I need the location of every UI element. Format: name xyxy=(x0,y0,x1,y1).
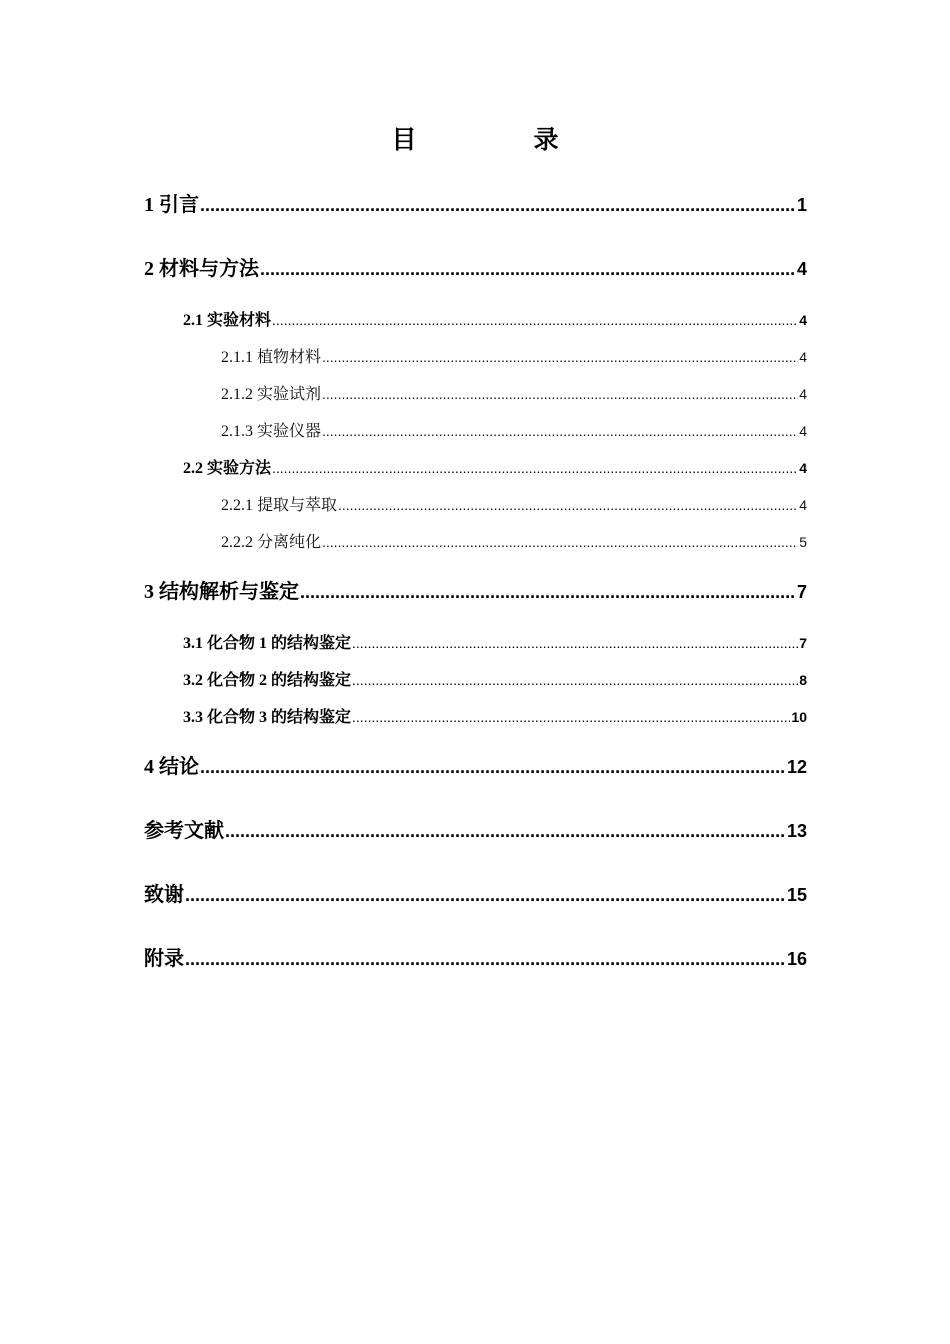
toc-page-number: 12 xyxy=(786,757,807,777)
toc-page-number: 7 xyxy=(799,635,807,651)
toc-entry-3-2[interactable] xyxy=(183,668,807,692)
toc-dot-leader xyxy=(322,345,798,369)
toc-page-number: 13 xyxy=(786,821,807,841)
toc-page-number: 15 xyxy=(786,885,807,905)
toc-page-number: 4 xyxy=(799,349,807,365)
toc-entry-label: 3.2 化合物 2 的结构鉴定 xyxy=(183,672,352,689)
toc-page-number: 5 xyxy=(799,534,807,550)
toc-entry-label: 2.2.2 分离纯化 xyxy=(221,534,322,551)
toc-page-number: 1 xyxy=(796,195,807,215)
toc-dot-leader xyxy=(352,705,790,729)
toc-entry-2-1-3[interactable] xyxy=(221,419,807,443)
toc-entry-appendix[interactable] xyxy=(144,944,807,974)
toc-dot-leader xyxy=(185,944,786,974)
toc-dot-leader xyxy=(300,577,796,607)
toc-entry-introduction[interactable] xyxy=(144,190,807,220)
toc-page-number: 4 xyxy=(799,312,807,328)
toc-entry-2-1-1[interactable] xyxy=(221,345,807,369)
toc-entry-label: 2 材料与方法 xyxy=(144,258,259,280)
toc-page-number: 4 xyxy=(796,259,807,279)
toc-entry-label: 2.1.1 植物材料 xyxy=(221,349,322,366)
toc-entry-materials-methods[interactable] xyxy=(144,254,807,284)
toc-page-number: 4 xyxy=(799,497,807,513)
toc-entry-2-2-2[interactable] xyxy=(221,530,807,554)
toc-entry-structure-elucidation[interactable] xyxy=(144,577,807,607)
toc-page-number: 4 xyxy=(799,460,807,476)
toc-entry-label: 2.1.2 实验试剂 xyxy=(221,386,322,403)
toc-page-number: 16 xyxy=(786,949,807,969)
toc-page-number: 8 xyxy=(799,672,807,688)
toc-entry-2-1-2[interactable] xyxy=(221,382,807,406)
toc-entry-acknowledgements[interactable] xyxy=(144,880,807,910)
toc-entry-label: 1 引言 xyxy=(144,194,199,216)
toc-dot-leader xyxy=(322,419,798,443)
toc-entry-label: 附录 xyxy=(144,948,184,970)
toc-entry-label: 参考文献 xyxy=(144,820,224,842)
toc-dot-leader xyxy=(352,631,798,655)
toc-entry-conclusion[interactable] xyxy=(144,752,807,782)
toc-dot-leader xyxy=(272,456,798,480)
toc-entry-label: 3.3 化合物 3 的结构鉴定 xyxy=(183,709,352,726)
toc-entry-label: 2.2.1 提取与萃取 xyxy=(221,497,338,514)
toc-entry-references[interactable] xyxy=(144,816,807,846)
toc-page-number: 4 xyxy=(799,423,807,439)
toc-entry-3-1[interactable] xyxy=(183,631,807,655)
toc-entry-3-3[interactable] xyxy=(183,705,807,729)
toc-entry-label: 2.1 实验材料 xyxy=(183,312,272,329)
toc-entry-label: 2.2 实验方法 xyxy=(183,460,272,477)
toc-entry-label: 致谢 xyxy=(144,884,184,906)
toc-page-number: 4 xyxy=(799,386,807,402)
toc-dot-leader xyxy=(260,254,796,284)
toc-entry-label: 4 结论 xyxy=(144,756,199,778)
toc-dot-leader xyxy=(352,668,798,692)
toc-entry-label: 2.1.3 实验仪器 xyxy=(221,423,322,440)
toc-dot-leader xyxy=(200,190,796,220)
toc-dot-leader xyxy=(338,493,798,517)
toc-dot-leader xyxy=(225,816,786,846)
toc-entry-2-2-1[interactable] xyxy=(221,493,807,517)
page-title: 目 录 xyxy=(391,127,605,154)
toc-dot-leader xyxy=(322,382,798,406)
toc-dot-leader xyxy=(272,308,798,332)
toc-entry-2-1[interactable] xyxy=(183,308,807,332)
toc-page-number: 7 xyxy=(796,582,807,602)
toc-page-number: 10 xyxy=(791,709,807,725)
toc-dot-leader xyxy=(322,530,798,554)
toc-dot-leader xyxy=(185,880,786,910)
toc-entry-label: 3 结构解析与鉴定 xyxy=(144,581,299,603)
toc-dot-leader xyxy=(200,752,786,782)
toc-entry-label: 3.1 化合物 1 的结构鉴定 xyxy=(183,635,352,652)
toc-entry-2-2[interactable] xyxy=(183,456,807,480)
